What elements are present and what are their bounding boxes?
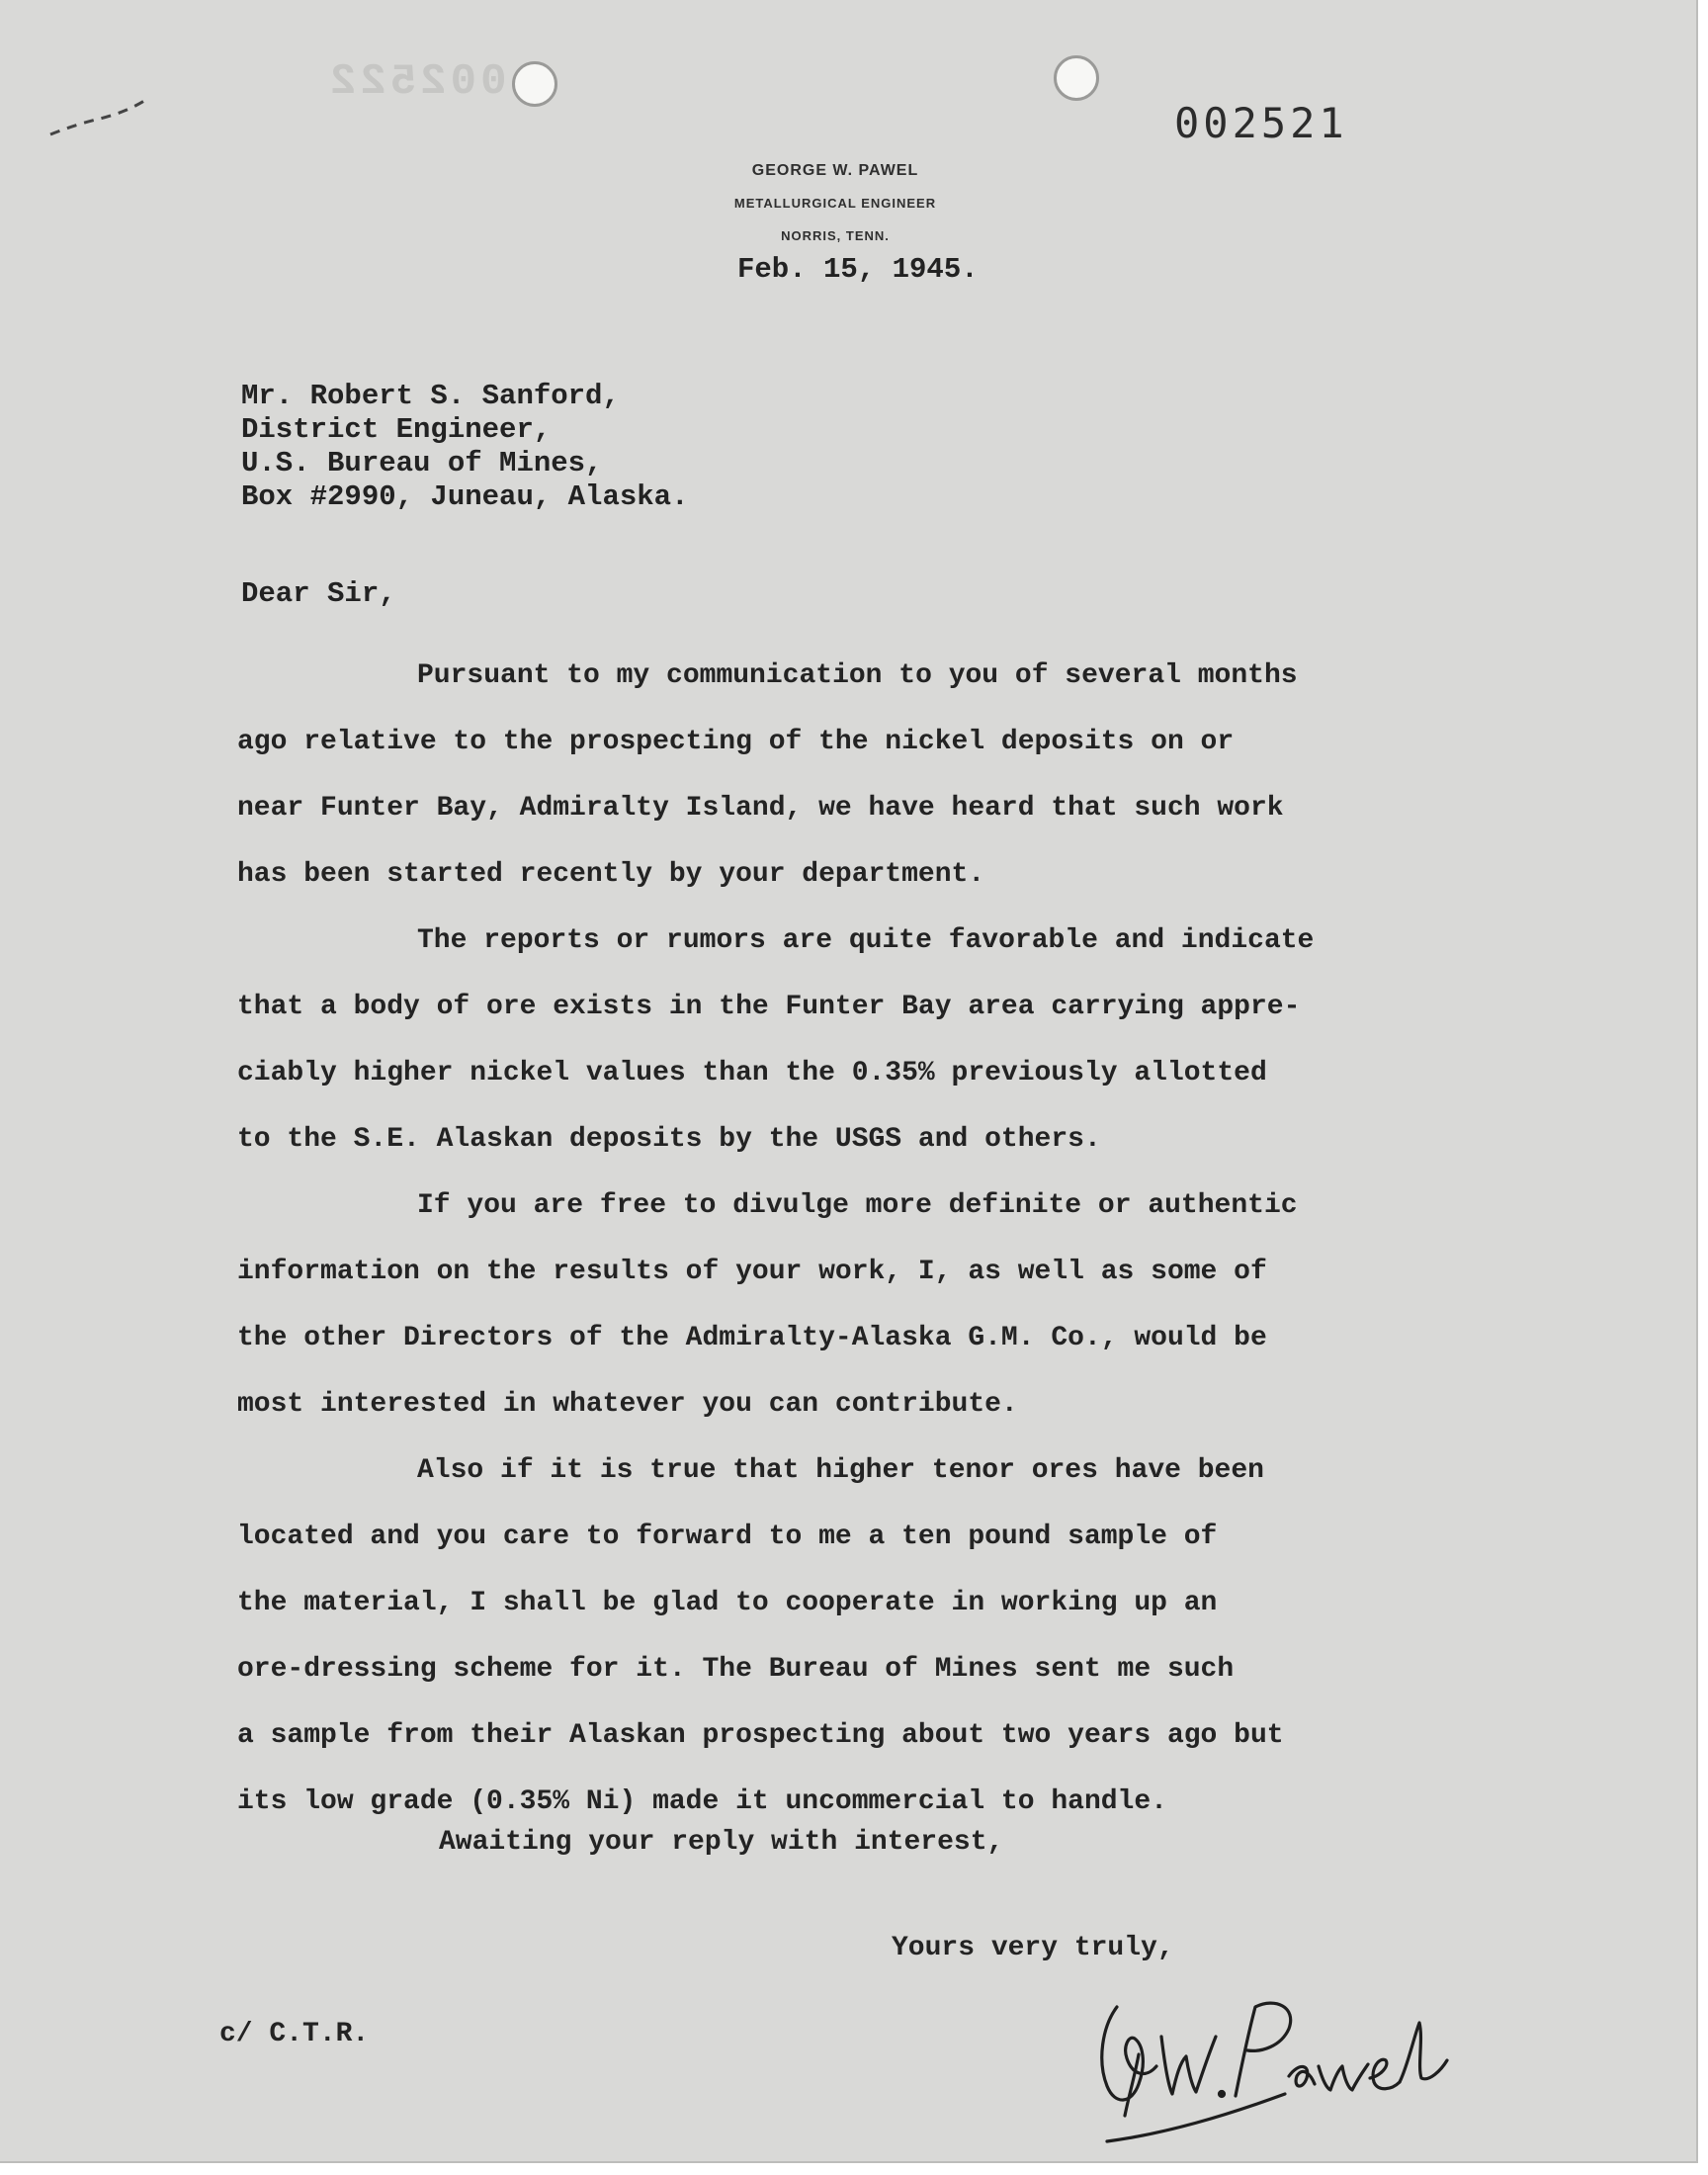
body-line: that a body of ore exists in the Funter Bay area carrying appre- [237,992,1301,1022]
body-line: ago relative to the prospecting of the nickel deposits on or [237,727,1235,757]
paragraph [237,643,1502,908]
body-line: near Funter Bay, Admiralty Island, we have heard that such work [237,793,1284,824]
letterhead-name: GEORGE W. PAWEL [751,162,919,179]
valediction: Yours very truly, [892,1933,1174,1963]
bleed-through-number: 002522 [326,57,507,107]
salutation: Dear Sir, [241,577,396,610]
body-line: a sample from their Alaskan prospecting about two years ago but [237,1720,1284,1751]
paragraph [237,1173,1502,1437]
letter-body [237,643,1502,1835]
body-line: The reports or rumors are quite favorable and indicate [417,925,1315,956]
body-line: the material, I shall be glad to cooperate in working up an [237,1588,1218,1618]
body-line: Also if it is true that higher tenor ores have been [417,1455,1264,1486]
document-stamp-number: 002521 [1174,99,1348,147]
closing-line: Awaiting your reply with interest, [439,1827,1004,1858]
address-line: District Engineer, [241,413,552,446]
paragraph [237,908,1502,1173]
body-line: Pursuant to my communication to you of several months [417,660,1298,691]
address-line: U.S. Bureau of Mines, [241,447,603,479]
pencil-mark-icon [45,95,154,144]
body-line: ciably higher nickel values than the 0.35% previously allotted [237,1058,1267,1088]
letter-date: Feb. 15, 1945. [737,253,979,286]
body-line: information on the results of your work, I, as well as some of [237,1257,1267,1287]
address-line: Mr. Robert S. Sanford, [241,380,620,412]
body-line: has been started recently by your department. [237,859,985,890]
punch-hole-right [1054,55,1099,101]
recipient-address [241,380,688,514]
letterhead-location: NORRIS, TENN. [781,228,890,243]
paragraph [237,1437,1502,1835]
body-line: the other Directors of the Admiralty-Alaska G.M. Co., would be [237,1323,1267,1353]
body-line: its low grade (0.35% Ni) made it uncommercial to handle. [237,1786,1167,1817]
handwritten-signature [1077,1967,1453,2155]
body-line: ore-dressing scheme for it. The Bureau of Mines sent me such [237,1654,1235,1685]
punch-hole-left [512,61,557,107]
body-line: If you are free to divulge more definite or authentic [417,1190,1298,1221]
address-line: Box #2990, Juneau, Alaska. [241,480,689,513]
carbon-copy-notation: c/ C.T.R. [219,2019,370,2049]
body-line: located and you care to forward to me a ten pound sample of [237,1522,1218,1552]
body-line: to the S.E. Alaskan deposits by the USGS and others. [237,1124,1101,1155]
body-line: most interested in whatever you can contribute. [237,1389,1018,1420]
letterhead-title: METALLURGICAL ENGINEER [733,196,937,211]
